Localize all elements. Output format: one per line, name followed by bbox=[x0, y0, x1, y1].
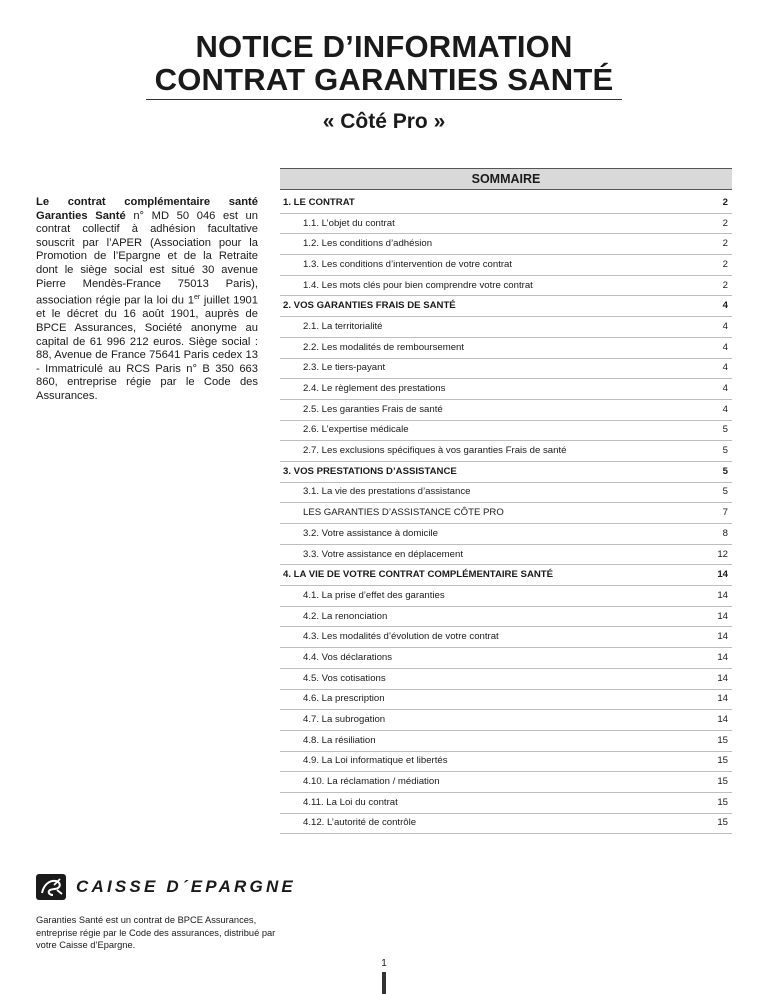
toc-entry-row bbox=[280, 379, 732, 400]
toc-entry-row bbox=[280, 400, 732, 421]
toc-entry-label: 1.2. Les conditions d’adhésion bbox=[303, 238, 433, 250]
toc-entry-label: 1. LE CONTRAT bbox=[283, 196, 355, 208]
toc-title: SOMMAIRE bbox=[280, 168, 732, 190]
table-of-contents bbox=[280, 193, 732, 834]
toc-entry-page: 15 bbox=[717, 796, 728, 808]
toc-entry-row bbox=[280, 338, 732, 359]
toc-entry-label: 2. VOS GARANTIES FRAIS DE SANTÉ bbox=[283, 300, 456, 312]
toc-entry-label: 4.11. La Loi du contrat bbox=[303, 796, 398, 808]
title-divider bbox=[146, 99, 622, 100]
toc-entry-page: 14 bbox=[717, 589, 728, 601]
toc-entry-label: LES GARANTIES D’ASSISTANCE CÔTE PRO bbox=[303, 507, 504, 519]
page-marker-bar bbox=[382, 972, 386, 994]
toc-entry-page: 5 bbox=[722, 465, 728, 477]
toc-entry-label: 3. VOS PRESTATIONS D’ASSISTANCE bbox=[283, 465, 457, 477]
toc-entry-row bbox=[280, 234, 732, 255]
toc-entry-page: 5 bbox=[722, 445, 728, 457]
toc-entry-page: 14 bbox=[717, 651, 728, 663]
toc-entry-page: 8 bbox=[722, 527, 728, 539]
toc-entry-row bbox=[280, 276, 732, 297]
toc-entry-row bbox=[280, 524, 732, 545]
toc-entry-page: 14 bbox=[717, 631, 728, 643]
toc-entry-page: 2 bbox=[722, 279, 728, 291]
toc-entry-page: 14 bbox=[717, 569, 728, 581]
toc-entry-label: 4.7. La subrogation bbox=[303, 714, 386, 726]
toc-entry-page: 5 bbox=[722, 486, 728, 498]
toc-entry-page: 5 bbox=[722, 424, 728, 436]
toc-entry-label: 1.1. L’objet du contrat bbox=[303, 217, 395, 229]
intro-bold-lead: Le contrat complémentaire santé Garanties Santé bbox=[36, 196, 258, 222]
toc-entry-row bbox=[280, 793, 732, 814]
toc-entry-label: 4.12. L’autorité de contrôle bbox=[303, 817, 417, 829]
toc-entry-row bbox=[280, 772, 732, 793]
toc-entry-label: 1.4. Les mots clés pour bien comprendre votre contrat bbox=[303, 279, 533, 291]
page-number: 1 bbox=[381, 958, 387, 969]
toc-entry-page: 4 bbox=[722, 341, 728, 353]
toc-entry-label: 4.9. La Loi informatique et libertés bbox=[303, 755, 448, 767]
toc-entry-page: 14 bbox=[717, 693, 728, 705]
toc-section-row bbox=[280, 462, 732, 483]
toc-entry-label: 4.5. Vos cotisations bbox=[303, 672, 386, 684]
document-title bbox=[0, 30, 768, 96]
toc-entry-page: 4 bbox=[722, 320, 728, 332]
toc-entry-row bbox=[280, 421, 732, 442]
toc-entry-label: 4.2. La renonciation bbox=[303, 610, 388, 622]
toc-section-row bbox=[280, 296, 732, 317]
toc-entry-row bbox=[280, 586, 732, 607]
caisse-epargne-logo bbox=[36, 872, 296, 902]
toc-entry-label: 4.1. La prise d’effet des garanties bbox=[303, 589, 445, 601]
toc-entry-page: 12 bbox=[717, 548, 728, 560]
intro-text-a: n° MD 50 046 est un contrat collectif à adhésion facultative souscrit par l’APER (Association pour la Promotion de l’Epargne et de la Retraite dont le siège social est situé 30 avenue Pierre Mendès-France 75013 Paris), association régie par la loi du 1 bbox=[36, 209, 258, 307]
toc-entry-page: 15 bbox=[717, 755, 728, 767]
toc-entry-label: 2.2. Les modalités de remboursement bbox=[303, 341, 465, 353]
toc-entry-page: 7 bbox=[722, 507, 728, 519]
logo-wordmark: CAISSE D´EPARGNE bbox=[76, 877, 296, 896]
toc-entry-row bbox=[280, 731, 732, 752]
toc-entry-row bbox=[280, 214, 732, 235]
toc-entry-page: 2 bbox=[722, 196, 728, 208]
toc-entry-row bbox=[280, 483, 732, 504]
toc-entry-row bbox=[280, 627, 732, 648]
toc-entry-page: 14 bbox=[717, 714, 728, 726]
toc-entry-page: 4 bbox=[722, 383, 728, 395]
toc-entry-page: 15 bbox=[717, 817, 728, 829]
toc-entry-page: 2 bbox=[722, 217, 728, 229]
document-subtitle: « Côté Pro » bbox=[322, 110, 446, 133]
toc-entry-page: 2 bbox=[722, 258, 728, 270]
toc-entry-row bbox=[280, 669, 732, 690]
toc-entry-label: 3.2. Votre assistance à domicile bbox=[303, 527, 438, 539]
toc-entry-page: 14 bbox=[717, 672, 728, 684]
toc-section-row bbox=[280, 193, 732, 214]
toc-entry-row bbox=[280, 255, 732, 276]
toc-entry-row bbox=[280, 441, 732, 462]
toc-entry-label: 4.4. Vos déclarations bbox=[303, 651, 393, 663]
toc-entry-label: 1.3. Les conditions d’intervention de votre contrat bbox=[303, 258, 513, 270]
toc-entry-row bbox=[280, 359, 732, 380]
toc-section-row bbox=[280, 565, 732, 586]
toc-entry-label: 2.6. L’expertise médicale bbox=[303, 424, 409, 436]
intro-paragraph bbox=[36, 196, 258, 404]
toc-entry-page: 2 bbox=[722, 238, 728, 250]
toc-entry-page: 4 bbox=[722, 300, 728, 312]
squirrel-logo-icon bbox=[36, 874, 66, 900]
toc-entry-row bbox=[280, 607, 732, 628]
toc-entry-label: 4.6. La prescription bbox=[303, 693, 385, 705]
toc-entry-label: 4. LA VIE DE VOTRE CONTRAT COMPLÉMENTAIRE SANTÉ bbox=[283, 569, 554, 581]
toc-entry-row bbox=[280, 317, 732, 338]
footer-note: Garanties Santé est un contrat de BPCE Assurances, entreprise régie par le Code des assurances, distribué par votre Caisse d’Epargne. bbox=[36, 915, 276, 950]
toc-entry-label: 2.1. La territorialité bbox=[303, 320, 383, 332]
toc-entry-label: 2.7. Les exclusions spécifiques à vos garanties Frais de santé bbox=[303, 445, 567, 457]
title-line-2: CONTRAT GARANTIES SANTÉ bbox=[154, 62, 614, 97]
intro-text-b: juillet 1901 et le décret du 16 août 1901, auprès de BPCE Assurances, Société anonyme au capital de 61 996 212 euros. Siège social : 88, Avenue de France 75641 Paris cedex 13 - Immatriculé au RCS Paris n° B 350 663 860, entreprise régie par le Code des Assurances. bbox=[36, 294, 259, 403]
toc-entry-label: 3.3. Votre assistance en déplacement bbox=[303, 548, 463, 560]
toc-entry-page: 4 bbox=[722, 403, 728, 415]
toc-entry-row bbox=[280, 503, 732, 524]
title-line-1: NOTICE D’INFORMATION bbox=[195, 29, 573, 64]
toc-entry-label: 2.4. Le règlement des prestations bbox=[303, 383, 446, 395]
toc-entry-label: 4.10. La réclamation / médiation bbox=[303, 776, 440, 788]
intro-superscript: er bbox=[193, 294, 201, 302]
toc-entry-page: 15 bbox=[717, 734, 728, 746]
toc-entry-row bbox=[280, 752, 732, 773]
toc-entry-page: 15 bbox=[717, 776, 728, 788]
toc-entry-page: 14 bbox=[717, 610, 728, 622]
toc-entry-label: 4.3. Les modalités d’évolution de votre contrat bbox=[303, 631, 499, 643]
toc-entry-row bbox=[280, 710, 732, 731]
toc-entry-label: 4.8. La résiliation bbox=[303, 734, 376, 746]
toc-entry-row bbox=[280, 648, 732, 669]
toc-entry-row bbox=[280, 690, 732, 711]
toc-entry-label: 2.5. Les garanties Frais de santé bbox=[303, 403, 443, 415]
toc-entry-row bbox=[280, 814, 732, 835]
toc-entry-page: 4 bbox=[722, 362, 728, 374]
toc-entry-row bbox=[280, 545, 732, 566]
toc-entry-label: 3.1. La vie des prestations d’assistance bbox=[303, 486, 471, 498]
toc-entry-label: 2.3. Le tiers-payant bbox=[303, 362, 386, 374]
